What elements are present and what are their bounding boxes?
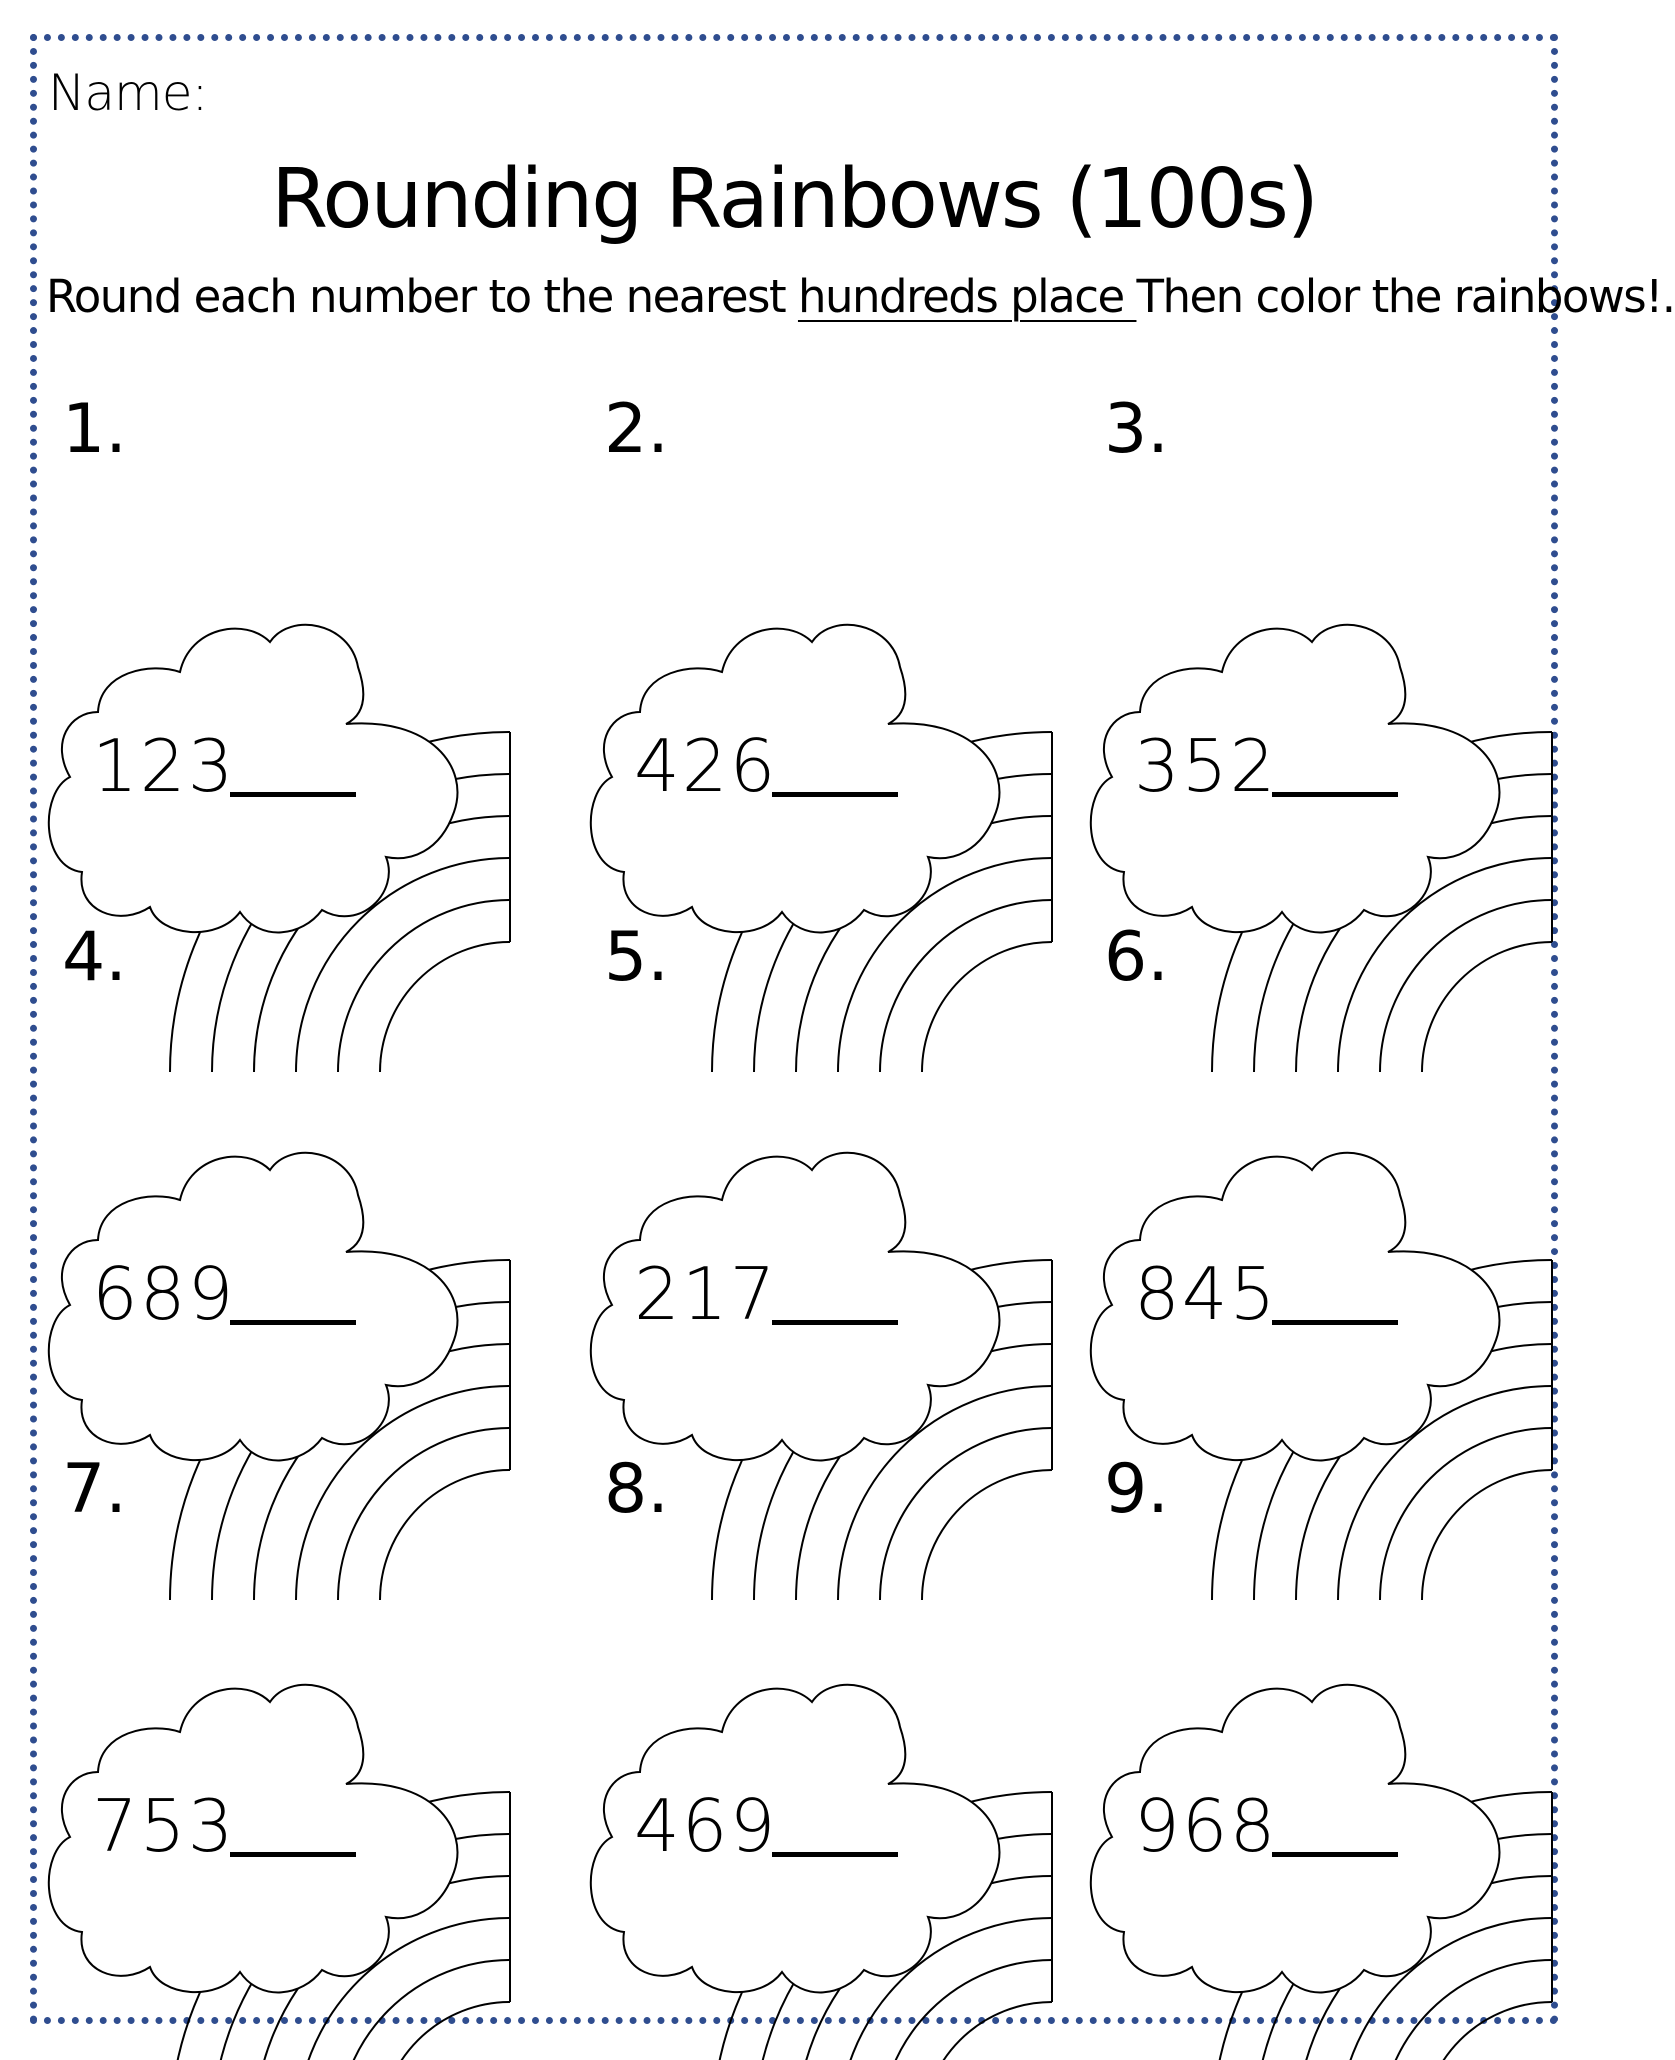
answer-blank[interactable] bbox=[230, 1852, 356, 1857]
number-to-round: 469 bbox=[634, 1784, 778, 1868]
problem-number-label: 1. bbox=[62, 390, 127, 469]
answer-blank[interactable] bbox=[230, 1320, 356, 1325]
problem-8 bbox=[582, 1432, 1042, 1992]
problem-4 bbox=[40, 900, 500, 1460]
number-to-round: 753 bbox=[92, 1784, 236, 1868]
number-to-round: 217 bbox=[634, 1252, 778, 1336]
instructions-suffix: Then color the rainbows!. bbox=[1136, 270, 1675, 323]
problem-number-label: 4. bbox=[62, 918, 127, 997]
problem-7 bbox=[40, 1432, 500, 1992]
number-to-round: 845 bbox=[1134, 1252, 1278, 1336]
answer-blank[interactable] bbox=[1272, 1320, 1398, 1325]
number-to-round: 123 bbox=[92, 724, 236, 808]
instructions bbox=[46, 270, 1675, 323]
problem-number-label: 6. bbox=[1104, 918, 1169, 997]
instructions-underlined: hundreds place bbox=[797, 270, 1137, 323]
problem-number-label: 7. bbox=[62, 1450, 127, 1529]
answer-blank[interactable] bbox=[1272, 1852, 1398, 1857]
problem-1 bbox=[40, 372, 500, 932]
answer-blank[interactable] bbox=[772, 1852, 898, 1857]
answer-blank[interactable] bbox=[230, 792, 356, 797]
problem-number-label: 3. bbox=[1104, 390, 1169, 469]
number-to-round: 689 bbox=[92, 1252, 236, 1336]
problem-number-label: 5. bbox=[604, 918, 669, 997]
problem-2 bbox=[582, 372, 1042, 932]
number-to-round: 352 bbox=[1134, 724, 1278, 808]
number-to-round: 426 bbox=[634, 724, 778, 808]
problem-3 bbox=[1082, 372, 1542, 932]
problem-number-label: 2. bbox=[604, 390, 669, 469]
worksheet-title: Rounding Rainbows (100s) bbox=[271, 152, 1317, 247]
problem-number-label: 8. bbox=[604, 1450, 669, 1529]
instructions-prefix: Round each number to the nearest bbox=[46, 270, 798, 323]
answer-blank[interactable] bbox=[1272, 792, 1398, 797]
answer-blank[interactable] bbox=[772, 1320, 898, 1325]
number-to-round: 968 bbox=[1134, 1784, 1278, 1868]
problem-6 bbox=[1082, 900, 1542, 1460]
name-label: Name: bbox=[48, 64, 208, 122]
problem-5 bbox=[582, 900, 1042, 1460]
problem-number-label: 9. bbox=[1104, 1450, 1169, 1529]
problem-9 bbox=[1082, 1432, 1542, 1992]
answer-blank[interactable] bbox=[772, 792, 898, 797]
